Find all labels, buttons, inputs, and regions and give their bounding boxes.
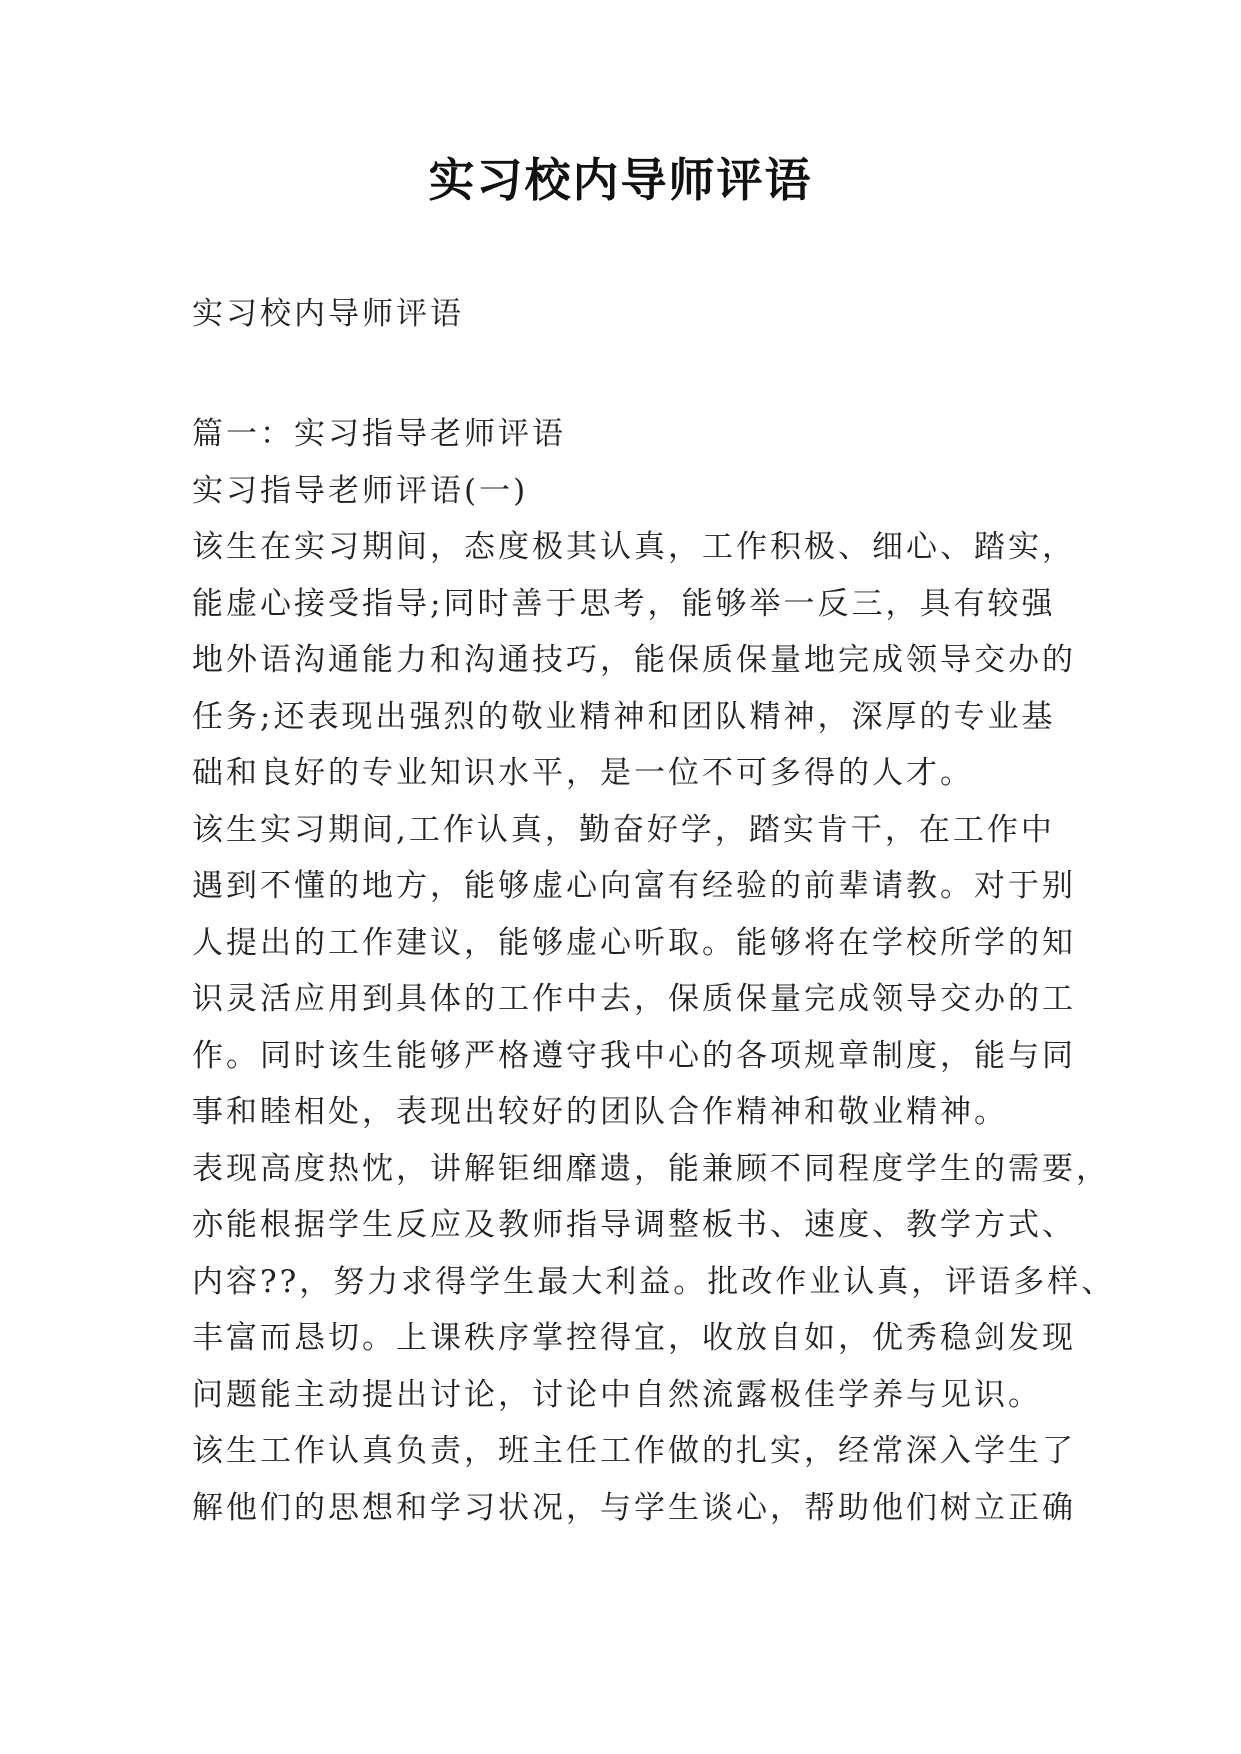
document-subtitle: 实习校内导师评语 <box>192 296 464 332</box>
text-line: 问题能主动提出讨论，讨论中自然流露极佳学养与见识。 <box>192 1376 1042 1413</box>
spacer <box>192 348 1072 406</box>
text-line: 识灵活应用到具体的工作中去，保质保量完成领导交办的工 <box>192 981 1076 1017</box>
text-line: 遇到不懂的地方，能够虚心向富有经验的前辈请教。对于别 <box>192 868 1076 904</box>
text-line: 亦能根据学生反应及教师指导调整板书、速度、教学方式、 <box>192 1207 1076 1243</box>
text-line: 内容??，努力求得学生最大利益。批改作业认真，评语多样、 <box>192 1263 1116 1300</box>
text-line: 解他们的思想和学习状况，与学生谈心，帮助他们树立正确 <box>192 1489 1076 1526</box>
text-line: 丰富而恳切。上课秩序掌控得宜，收放自如，优秀稳剑发现 <box>192 1320 1076 1356</box>
text-line: 础和良好的专业知识水平，是一位不可多得的人才。 <box>192 755 974 791</box>
paragraph-2 <box>192 802 1076 1141</box>
section-heading: 篇一：实习指导老师评语 <box>192 416 566 452</box>
paragraph-1 <box>192 519 1076 802</box>
text-line: 该生实习期间,工作认真，勤奋好学，踏实肯干，在工作中 <box>192 811 1055 848</box>
document-title: 实习校内导师评语 <box>428 153 813 207</box>
text-line: 事和睦相处，表现出较好的团队合作精神和敬业精神。 <box>192 1094 1008 1130</box>
text-line: 作。同时该生能够严格遵守我中心的各项规章制度，能与同 <box>192 1037 1076 1074</box>
text-line: 该生工作认真负责，班主任工作做的扎实，经常深入学生了 <box>192 1433 1076 1469</box>
text-line: 能虚心接受指导;同时善于思考，能够举一反三，具有较强 <box>192 585 1056 622</box>
text-line: 任务;还表现出强烈的敬业精神和团队精神，深厚的专业基 <box>192 698 1056 735</box>
text-line: 地外语沟通能力和沟通技巧，能保质保量地完成领导交办的 <box>192 642 1076 678</box>
subsection-heading: 实习指导老师评语(一) <box>192 472 529 509</box>
document-body <box>192 292 1116 1536</box>
paragraph-4 <box>192 1423 1076 1536</box>
paragraph-3 <box>192 1141 1116 1424</box>
text-line: 表现高度热忱，讲解钜细靡遗，能兼顾不同程度学生的需要， <box>192 1150 1110 1187</box>
text-line: 该生在实习期间，态度极其认真，工作积极、细心、踏实， <box>192 529 1076 565</box>
text-line: 人提出的工作建议，能够虚心听取。能够将在学校所学的知 <box>192 924 1076 961</box>
